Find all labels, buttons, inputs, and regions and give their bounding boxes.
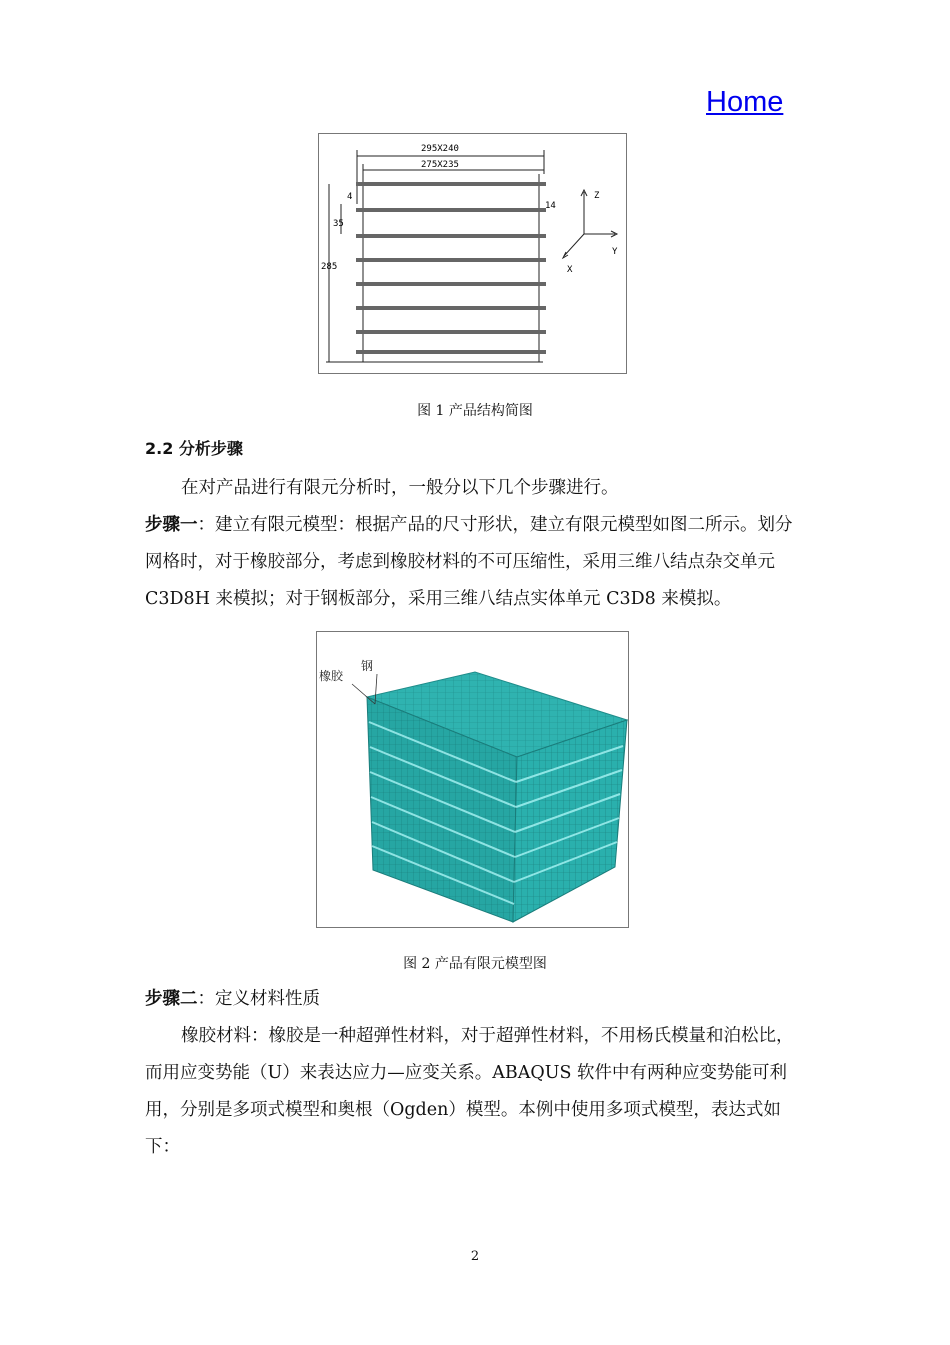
label-rubber: 橡胶	[319, 669, 344, 683]
dim-layer: 35	[333, 219, 344, 229]
axis-y-label: Y	[612, 247, 618, 257]
step2-paragraph	[145, 981, 805, 1018]
home-link[interactable]: Home	[706, 86, 784, 118]
figure-structure-diagram	[318, 133, 627, 374]
step1-paragraph	[145, 507, 805, 618]
dim-right-gap: 14	[545, 201, 556, 211]
page-number: 2	[470, 1249, 480, 1264]
intro-paragraph: 在对产品进行有限元分析时，一般分以下几个步骤进行。	[181, 478, 619, 498]
label-steel: 钢	[361, 659, 374, 673]
figure-fem-model	[316, 631, 629, 928]
figure2-caption: 图 2 产品有限元模型图	[403, 956, 547, 972]
figure1-caption: 图 1 产品结构简图	[417, 403, 533, 419]
step2-label: 步骤二	[145, 989, 198, 1009]
step1-label: 步骤一	[145, 515, 198, 535]
fem-model-image	[317, 632, 628, 927]
step1-text: ：建立有限元模型：根据产品的尺寸形状，建立有限元模型如图二所示。划分网格时，对于橡胶部分，考虑到橡胶材料的不可压缩性，采用三维八结点杂交单元 C3D8H 来模拟；对于钢板部分，采用三维八结点实体单元 C3D8 来模拟。	[145, 515, 793, 609]
step2-text: ：定义材料性质	[197, 989, 320, 1009]
dim-top-outer: 295X240	[421, 144, 459, 154]
structure-diagram	[319, 134, 626, 373]
axis-x-label: X	[567, 265, 573, 275]
axis-z-label: Z	[594, 191, 600, 201]
dim-height: 285	[321, 262, 338, 272]
material-paragraph: 橡胶材料：橡胶是一种超弹性材料，对于超弹性材料，不用杨氏模量和泊松比，而用应变势能（U）来表达应力—应变关系。ABAQUS 软件中有两种应变势能可利用，分别是多项式模型和奥根（Ogden）模型。本例中使用多项式模型，表达式如下：	[145, 1026, 794, 1157]
dim-top-inner: 275X235	[421, 160, 459, 170]
section-heading: 2.2 分析步骤	[145, 439, 243, 458]
dim-left-gap: 4	[347, 192, 353, 202]
